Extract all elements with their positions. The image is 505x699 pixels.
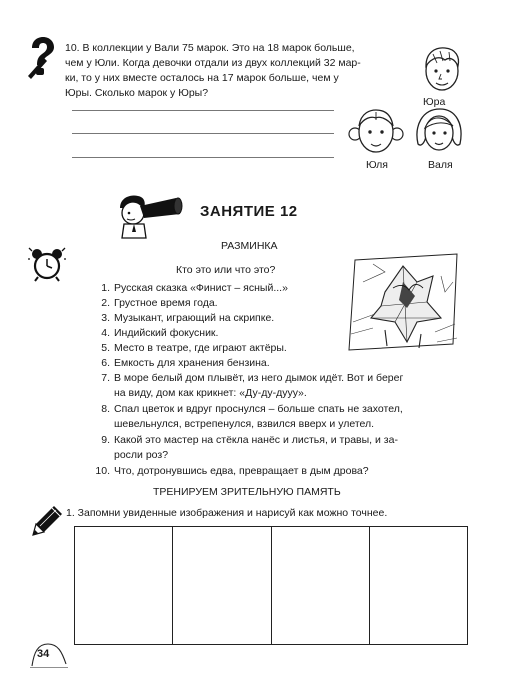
drawing-cell[interactable] [272,527,370,644]
warmup-question: Кто это или что это? [176,264,276,276]
answer-line[interactable] [72,110,334,111]
answer-line[interactable] [72,133,334,134]
warmup-title: РАЗМИНКА [221,240,278,252]
yura-label: Юра [423,96,446,108]
valya-portrait [412,104,466,156]
yura-portrait [418,44,466,94]
drawing-grid [74,526,468,645]
page-number: 34 [37,648,50,660]
frost-window-illustration [345,252,463,352]
memory-title: ТРЕНИРУЕМ ЗРИТЕЛЬНУЮ ПАМЯТЬ [153,486,341,498]
yulya-portrait [347,104,405,156]
question-mark-icon [26,36,58,80]
lesson-title: ЗАНЯТИЕ 12 [200,203,298,220]
child-with-telescope-icon [114,192,186,240]
drawing-cell[interactable] [173,527,271,644]
memory-task: 1. Запомни увиденные изображения и нарисуй как можно точнее. [66,507,388,519]
valya-label: Валя [428,159,453,171]
pencil-icon [30,502,64,536]
answer-line[interactable] [72,157,334,158]
task-10-line: чем у Юли. Когда девочки отдали из двух коллекций 32 мар- [65,57,361,69]
alarm-clock-icon [28,243,66,283]
task-10-line: 10. В коллекции у Вали 75 марок. Это на 18 марок больше, [65,42,355,54]
task-10-line: ки, то у них вместе осталось на 17 марок больше, чем у [65,72,339,84]
yulya-label: Юля [366,159,388,171]
drawing-cell[interactable] [75,527,173,644]
task-10-line: Юры. Сколько марок у Юры? [65,87,209,99]
drawing-cell[interactable] [370,527,467,644]
